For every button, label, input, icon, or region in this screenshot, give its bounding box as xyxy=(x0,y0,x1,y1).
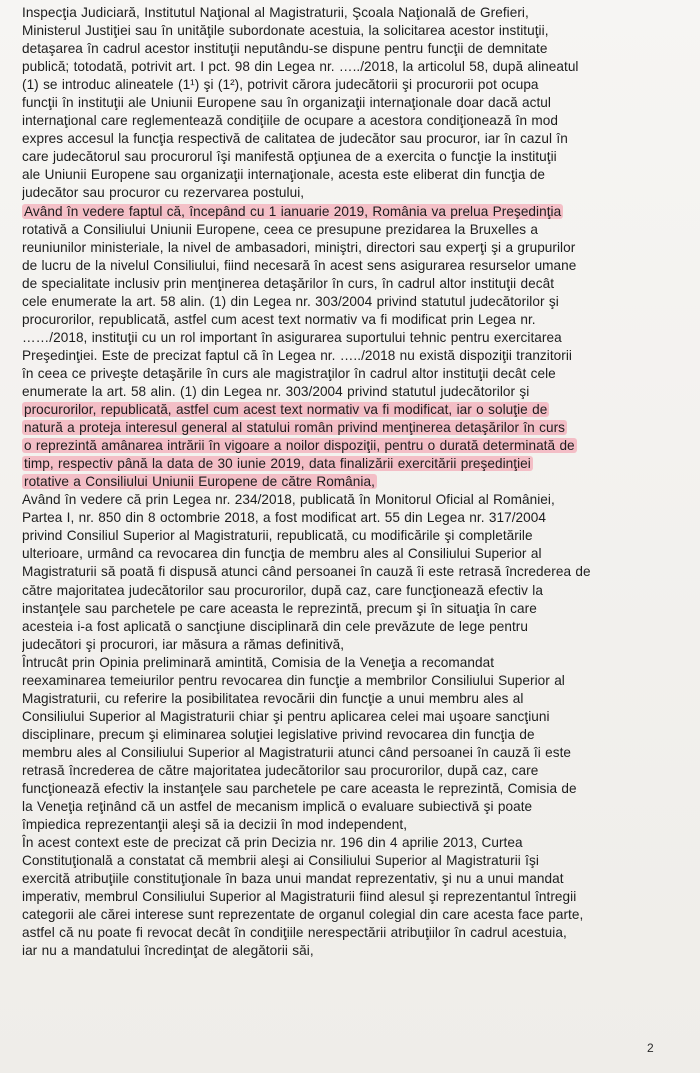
text-line: retrasă încrederea de către majoritatea judecătorilor sau procurorilor, după caz, care xyxy=(22,762,539,778)
paragraph-1 xyxy=(22,4,682,203)
text-line: membru ales al Consiliului Superior al Magistraturii atunci când persoanei în cauză îi este xyxy=(22,744,572,760)
highlighted-text: natură a proteja interesul general al statului român privind menţinerea detaşărilor în curs xyxy=(24,420,565,436)
highlighted-text: Având în vedere faptul că, începând cu 1 ianuarie 2019, România va prelua Preşedinţia xyxy=(24,203,562,219)
text-line: ulterioare, urmând ca revocarea din funcţia de membru ales al Consiliului Superior al xyxy=(22,546,542,562)
text-line: expres accesul la funcţia respectivă de calitatea de judecător sau procuror, iar în cazul în xyxy=(22,131,568,147)
text-line: împiedica reprezentanţii aleşi să ia decizii în mod independent, xyxy=(22,817,408,833)
text-line: funcţii în instituţii ale Uniunii Europene sau în organizaţii internaţionale doar dacă actul xyxy=(22,95,551,111)
highlighted-text: timp, respectiv până la data de 30 iunie 2019, data finalizării exercitării preşedinţiei xyxy=(24,456,531,472)
highlighted-text: procurorilor, republicată, astfel cum acest text normativ va fi modificat, iar o soluţie de xyxy=(24,402,548,418)
text-line: categorii ale cărei interese sunt reprezentate de organul colegial din care acesta face parte, xyxy=(22,907,584,923)
text-line: privind Consiliul Superior al Magistraturii, republicată, cu modificările şi completările xyxy=(22,528,533,544)
text-line: judecător sau procuror cu rezervarea postului, xyxy=(22,185,305,201)
text-line: exercită atribuţiile constituţionale în baza unui mandat reprezentativ, şi nu a unui mandat xyxy=(22,871,564,887)
text-line: la Veneţia reţinând că un astfel de mecanism implică o evaluare subiectivă şi poate xyxy=(22,799,533,815)
highlighted-text: o reprezintă amânarea intrării în vigoare a noilor dispoziţii, pentru o durată determinată de xyxy=(24,438,575,454)
text-line: Inspecţia Judiciară, Institutul Naţional al Magistraturii, Şcoala Naţională de Grefieri, xyxy=(22,5,529,20)
text-line: acesteia i-a fost aplicată o sancţiune disciplinară din cele prevăzute de lege pentru xyxy=(22,618,528,634)
text-line: reexaminarea temeiurilor pentru revocarea din funcţie a membrilor Consiliului Superior al xyxy=(22,672,565,688)
text-line xyxy=(22,401,682,419)
text-line: Constituţională a constatat că membrii aleşi ai Consiliului Superior al Magistraturii îşi xyxy=(22,853,539,869)
text-line: Magistraturii să poată fi dispusă atunci când persoanei în cauză îi este retrasă încrederea de xyxy=(22,564,591,580)
text-line: ……/2018, instituţii cu un rol important în asigurarea suportului tehnic pentru exercitarea xyxy=(22,329,562,345)
text-line: de specialitate inclusiv prin menţinerea detaşărilor în curs, în cadrul altor instituţii decât xyxy=(22,275,555,291)
text-line: reuniunilor ministeriale, la nivel de ambasadori, miniştri, directori sau experţi şi a grupurilor xyxy=(22,239,576,255)
text-line: cele enumerate la art. 58 alin. (1) din Legea nr. 303/2004 privind statutul judecătorilor şi xyxy=(22,293,559,309)
text-line: disciplinare, precum şi eliminarea soluţiei legislative privind revocarea din funcţia de xyxy=(22,726,535,742)
text-line: de lucru de la nivelul Consiliului, fiind necesară în acest sens asigurarea resurselor umane xyxy=(22,257,577,273)
text-line: imperativ, membrul Consiliului Superior al Magistraturii fiind alesul şi reprezentantul întregii xyxy=(22,889,577,905)
text-line xyxy=(22,419,682,437)
text-line: enumerate la art. 58 alin. (1) din Legea nr. 303/2004 privind statutul judecătorilor şi xyxy=(22,383,530,399)
paragraph-2 xyxy=(22,203,682,492)
text-line xyxy=(22,473,682,491)
paragraph-4 xyxy=(22,654,682,834)
paragraph-5 xyxy=(22,834,682,960)
text-line: (1) se introduc alineatele (1¹) şi (1²), potrivit cărora judecătorii şi procurorii pot ocupa xyxy=(22,77,539,93)
text-line xyxy=(22,203,682,221)
page-number: 2 xyxy=(647,1041,654,1055)
text-line: judecători şi procurori, iar măsura a rămas definitivă, xyxy=(22,636,345,652)
text-line: care judecătorul sau procurorul îşi manifestă opţiunea de a exercita o funcţie la instituţii xyxy=(22,149,557,165)
text-line: Preşedinţiei. Este de precizat faptul că în Legea nr. …../2018 nu există dispoziţii tranzitorii xyxy=(22,347,573,363)
text-line: procurorilor, republicată, astfel cum acest text normativ va fi modificat prin Legea nr. xyxy=(22,311,536,327)
text-line: în ceea ce priveşte detaşările în curs ale magistraţilor în cadrul altor instituţii decât cele xyxy=(22,365,556,381)
text-line: Consiliului Superior al Magistraturii chiar şi pentru aplicarea celei mai uşoare sancţiuni xyxy=(22,708,550,724)
highlighted-text: rotative a Consiliului Uniunii Europene de către România, xyxy=(24,474,375,490)
text-line: Magistraturii, cu referire la posibilitatea revocării din funcţie a unui membru ales al xyxy=(22,690,524,706)
text-line xyxy=(22,455,682,473)
text-line: Având în vedere că prin Legea nr. 234/2018, publicată în Monitorul Oficial al României, xyxy=(22,492,555,508)
text-line: publică; totodată, potrivit art. I pct. 98 din Legea nr. …../2018, la articolul 58, după alineatul xyxy=(22,59,579,75)
text-line: funcţionează efectiv la instanţele sau parchetele pe care aceasta le reprezintă, Comisia de xyxy=(22,781,577,797)
text-line: Ministerul Justiţiei sau în unităţile subordonate acestuia, la solicitarea acestor instituţii, xyxy=(22,23,549,39)
text-line xyxy=(22,437,682,455)
text-line: detaşarea în cadrul acestor instituţii neputându-se dispune pentru funcţii de demnitate xyxy=(22,41,548,57)
text-line: instanţele sau parchetele pe care aceasta le reprezintă, precum şi în situaţia în care xyxy=(22,600,537,616)
text-line: În acest context este de precizat că prin Decizia nr. 196 din 4 aprilie 2013, Curtea xyxy=(22,835,523,851)
paragraph-3 xyxy=(22,491,682,653)
text-line: ale Uniunii Europene sau organizaţii internaţionale, acesta este eliberat din funcţia de xyxy=(22,167,546,183)
text-line: Partea I, nr. 850 din 8 octombrie 2018, a fost modificat art. 55 din Legea nr. 317/2004 xyxy=(22,510,546,526)
text-line: Întrucât prin Opinia preliminară amintită, Comisia de la Veneţia a recomandat xyxy=(22,654,495,670)
text-line: către majoritatea judecătorilor sau procurorilor, după caz, care funcţionează efectiv la xyxy=(22,582,543,598)
text-line: iar nu a mandatului încredinţat de alegătorii săi, xyxy=(22,943,314,959)
text-line: internaţional care reglementează condiţiile de ocupare a acestora condiţionează în mod xyxy=(22,113,559,129)
text-line: rotativă a Consiliului Uniunii Europene, ceea ce presupune prezidarea la Bruxelles a xyxy=(22,221,538,237)
text-line: astfel că nu poate fi revocat decât în condiţiile nerespectării atribuţiilor în cadrul acestuia, xyxy=(22,925,567,941)
document-body xyxy=(22,4,682,960)
